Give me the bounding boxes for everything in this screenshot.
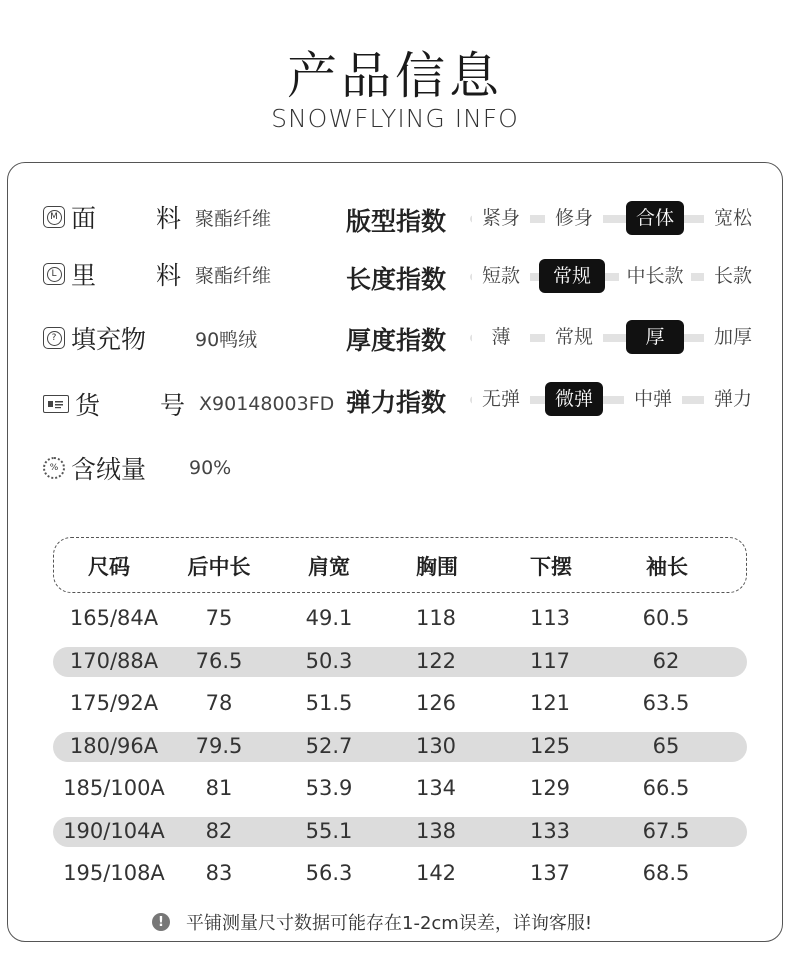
index-option: 中长款 (619, 259, 691, 293)
info-value: 90鸭绒 (195, 328, 258, 351)
index-label: 长度指数 (346, 265, 447, 294)
info-value: 聚酯纤维 (195, 264, 272, 287)
index-option: 紧身 (472, 201, 530, 235)
index-option-selected: 厚 (626, 320, 684, 354)
info-label: 含绒量 (71, 455, 147, 484)
column-header-back-length: 后中长 (187, 555, 251, 579)
index-length (346, 258, 762, 294)
table-cell: 81 (205, 776, 233, 800)
index-option-selected: 微弹 (545, 382, 603, 416)
column-header-chest: 胸围 (416, 555, 458, 579)
table-cell: 53.9 (305, 776, 353, 800)
table-cell: 51.5 (305, 691, 353, 715)
id-card-icon (43, 395, 69, 413)
index-option-selected: 合体 (626, 201, 684, 235)
info-value: 聚酯纤维 (195, 207, 272, 230)
l-circle-icon: L (43, 263, 65, 285)
info-label: 面 料 (71, 204, 181, 233)
index-option: 弹力 (704, 382, 762, 416)
info-label: 填充物 (71, 325, 147, 354)
table-cell: 66.5 (642, 776, 690, 800)
table-cell: 195/108A (63, 861, 165, 885)
note-text: 平铺测量尺寸数据可能存在1-2cm误差，详询客服! (186, 913, 593, 934)
table-cell: 170/88A (69, 648, 159, 673)
size-table-header (53, 537, 747, 593)
table-cell: 180/96A (69, 733, 159, 758)
column-header-sleeve: 袖长 (646, 555, 688, 579)
table-cell: 50.3 (305, 648, 353, 673)
index-fit (346, 200, 762, 236)
table-cell: 63.5 (642, 691, 690, 715)
m-circle-icon: M (43, 206, 65, 228)
index-option: 宽松 (704, 201, 762, 235)
info-label: 里 料 (71, 261, 181, 290)
page-title: 产品信息 (287, 47, 503, 105)
index-option: 常规 (545, 320, 603, 354)
table-cell: 142 (415, 861, 457, 885)
table-cell: 75 (205, 606, 233, 630)
table-cell: 79.5 (195, 733, 243, 758)
info-row-filling (43, 320, 257, 356)
index-option-selected: 常规 (539, 259, 605, 293)
page-subtitle: SNOWFLYING INFO (271, 104, 519, 133)
table-cell: 65 (652, 733, 680, 758)
index-label: 版型指数 (346, 207, 447, 236)
table-cell: 118 (415, 606, 457, 630)
index-option: 长款 (704, 259, 762, 293)
table-cell: 130 (415, 733, 457, 758)
table-cell: 137 (529, 861, 571, 885)
table-cell: 175/92A (69, 691, 159, 715)
table-cell: 125 (529, 733, 571, 758)
table-cell: 52.7 (305, 733, 353, 758)
table-cell: 67.5 (642, 818, 690, 843)
table-cell: 133 (529, 818, 571, 843)
info-row-lining (43, 256, 271, 292)
index-option: 中弹 (624, 382, 682, 416)
index-option: 无弹 (472, 382, 530, 416)
table-cell: 55.1 (305, 818, 353, 843)
info-value: 90% (189, 457, 232, 479)
table-row (53, 774, 747, 804)
column-header-hem: 下摆 (530, 555, 572, 579)
table-cell: 83 (205, 861, 233, 885)
disclaimer-note (152, 909, 592, 935)
percent-ring-icon: % (43, 457, 65, 479)
column-header-shoulder: 肩宽 (308, 555, 350, 579)
table-row (53, 859, 747, 889)
info-value: X90148003FD (199, 393, 335, 415)
table-cell: 76.5 (195, 648, 243, 673)
info-row-item-no (43, 386, 334, 422)
index-option: 薄 (472, 320, 530, 354)
table-cell: 121 (529, 691, 571, 715)
table-cell: 126 (415, 691, 457, 715)
table-cell: 78 (205, 691, 233, 715)
table-cell: 60.5 (642, 606, 690, 630)
table-row (53, 732, 747, 762)
exclamation-icon: ! (152, 913, 170, 931)
info-row-down-content (43, 450, 231, 486)
index-label: 弹力指数 (346, 388, 447, 417)
table-cell: 49.1 (305, 606, 353, 630)
table-cell: 165/84A (69, 606, 159, 630)
table-cell: 113 (529, 606, 571, 630)
info-row-fabric (43, 199, 271, 235)
table-row (53, 604, 747, 634)
table-cell: 190/104A (63, 818, 165, 843)
index-stretch (346, 381, 762, 417)
table-cell: 122 (415, 648, 457, 673)
table-cell: 129 (529, 776, 571, 800)
table-cell: 68.5 (642, 861, 690, 885)
column-header-size: 尺码 (88, 555, 130, 579)
index-option: 短款 (472, 259, 530, 293)
table-row (53, 689, 747, 719)
table-row (53, 817, 747, 847)
index-option: 加厚 (704, 320, 762, 354)
question-icon: ? (43, 327, 65, 349)
table-cell: 62 (652, 648, 680, 673)
info-label: 货 号 (75, 391, 185, 420)
table-cell: 82 (205, 818, 233, 843)
index-option: 修身 (545, 201, 603, 235)
table-cell: 185/100A (63, 776, 165, 800)
index-label: 厚度指数 (346, 326, 447, 355)
table-cell: 56.3 (305, 861, 353, 885)
index-thickness (346, 319, 762, 355)
table-cell: 138 (415, 818, 457, 843)
table-cell: 117 (529, 648, 571, 673)
table-cell: 134 (415, 776, 457, 800)
table-row (53, 647, 747, 677)
